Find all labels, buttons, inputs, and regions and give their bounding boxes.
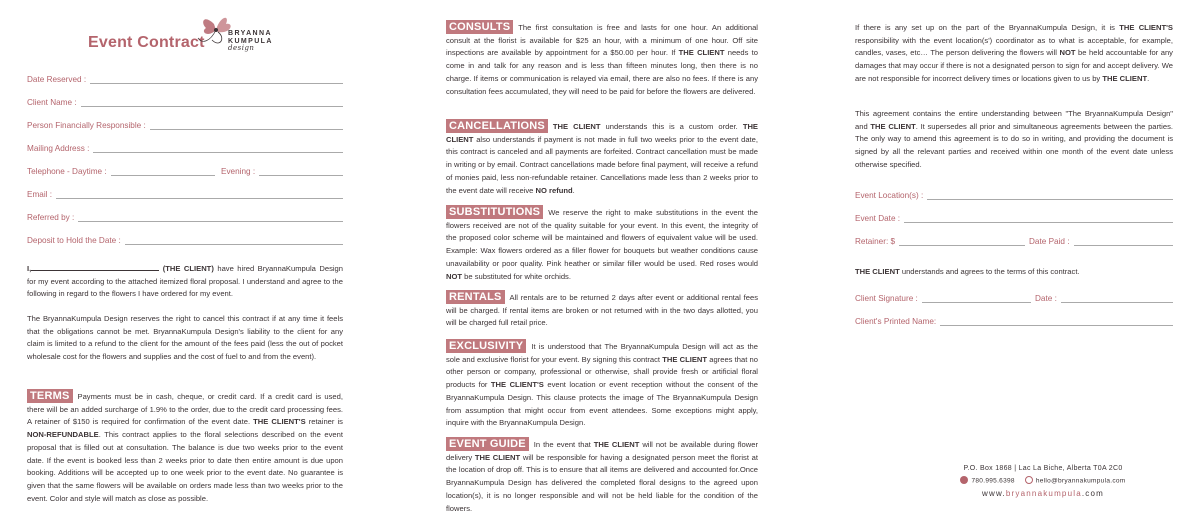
column-left <box>27 0 343 528</box>
agreement-text-2: . It supersedes all prior and simultaneous agreements between the parties. The only way to amend this agreement is to do so in writing, and providing the document is signed by all the relevant parties and received within one month of the event date unless otherwise specified. <box>855 121 1173 169</box>
evening-phone-line[interactable] <box>259 167 343 176</box>
person-responsible-line[interactable] <box>150 121 343 130</box>
event-guide-section <box>446 437 758 515</box>
event-date-field[interactable] <box>855 211 1173 223</box>
consults-text-1: The first consultation is free and lasts for one hour. An additional consult at the florist is available for $25 an hour, with a minimum of one hour. Off site inspections are available by appointment for a $50.00 per hour. If <box>446 23 758 58</box>
referred-by-line[interactable] <box>78 213 343 222</box>
setup-text-2: responsibility with the event location(s') coordinator as to what is acceptable, for example, candles, vases, etc… The person delivering the flowers will <box>855 35 1173 58</box>
exclusivity-section <box>446 339 758 430</box>
column-middle <box>446 0 758 528</box>
substitutions-section <box>446 205 758 283</box>
web-brand: bryannakumpula <box>1005 489 1082 498</box>
event-guide-text-3: will be responsible for having a designated person meet the florist at the location of drop off. This is to ensure that all items are delivered and accounted for.Once BryannaKumpula Design has delivered the completed floral designs to the agreed upon location(s), it is no longer responsible and will not be held liable for the condition of the flowers. <box>446 452 758 513</box>
terms-text-3: . This contract applies to the floral selections described on the event proposal that is filled out at consultation. The balance is due two weeks prior to the event date. If the event is booked less than 2 weeks prior to date then entire amount is due upon booking. Additions will be accepted up to one week prior to the event date. No guarantee is given that the same flowers will be available on orders made less than two weeks prior to the event. Color and style will match as close as possible. <box>27 430 343 503</box>
phone-icon <box>960 476 968 484</box>
email-line[interactable] <box>56 190 343 199</box>
date-reserved-field[interactable] <box>27 72 343 84</box>
terms-section <box>27 389 343 505</box>
evening-phone-field[interactable] <box>221 164 343 176</box>
client-signature-field[interactable] <box>855 291 1031 303</box>
mailing-address-line[interactable] <box>93 144 343 153</box>
client-signature-label: Client Signature : <box>855 294 918 303</box>
footer-address: P.O. Box 1868 | Lac La Biche, Alberta T0A 2C0 <box>963 465 1123 472</box>
rentals-heading: RENTALS <box>446 290 505 304</box>
column-right <box>855 0 1173 528</box>
footer <box>933 465 1153 498</box>
event-guide-bold-2: THE CLIENT <box>474 452 521 462</box>
mailing-address-field[interactable] <box>27 141 343 153</box>
setup-bold-2: NOT <box>1059 48 1076 58</box>
substitutions-text-2: be substituted for white orchids. <box>464 271 571 281</box>
rentals-section <box>446 290 758 330</box>
substitutions-bold-1: NOT <box>446 271 463 281</box>
terms-text-2: retainer is <box>308 417 343 427</box>
date-paid-label: Date Paid : <box>1029 237 1070 246</box>
printed-name-line[interactable] <box>940 317 1173 326</box>
cancellations-bold-2: THE CLIENT <box>446 122 758 144</box>
event-date-line[interactable] <box>904 214 1173 223</box>
telephone-daytime-line[interactable] <box>111 167 215 176</box>
intro-text: have hired BryannaKumpula Design for my event according to the attached itemized floral proposal. I understand and agree to the following in regard to the flowers I have ordered for my event. <box>27 264 343 299</box>
event-date-label: Event Date : <box>855 214 901 223</box>
setup-text-3: be held accountable for any damages that may occur if there is not a designated person to sign for and accept delivery. We are not responsible for incorrect delivery times or locations given to us by <box>855 48 1173 83</box>
evening-phone-label: Evening : <box>221 167 256 176</box>
setup-paragraph <box>855 22 1173 86</box>
footer-website[interactable] <box>933 489 1153 498</box>
terms-bold-1: THE CLIENT'S <box>253 417 306 427</box>
rentals-text-1: All rentals are to be returned 2 days after event or additional rental fees will be charged. If rental items are broken or not returned with in the two days allotted, you will be charged full retail price. <box>446 293 758 328</box>
intro-the-client: (THE CLIENT) <box>162 264 214 273</box>
footer-phone <box>960 477 1014 485</box>
telephone-daytime-field[interactable] <box>27 164 215 176</box>
exclusivity-text-3: event location or event reception without the consent of the BryannaKumpula Design. This clause protects the image of The BryannaKumpula Design from assumption that might occur from event attendees. Some exceptions might apply, inquire with the BryannaKumpula Design. <box>446 380 758 428</box>
web-suffix: .com <box>1081 489 1104 498</box>
retainer-line[interactable] <box>899 237 1025 246</box>
client-name-label: Client Name : <box>27 98 77 107</box>
person-responsible-field[interactable] <box>27 118 343 130</box>
brand-line-3: design <box>228 44 255 52</box>
cancellations-section <box>446 119 758 197</box>
agree-bold: THE CLIENT <box>855 267 900 276</box>
exclusivity-bold-2: THE CLIENT'S <box>490 380 544 390</box>
consults-heading: CONSULTS <box>446 20 513 34</box>
cancellations-text-3: . <box>572 185 575 195</box>
exclusivity-bold-1: THE CLIENT <box>662 354 708 364</box>
setup-text-4: . <box>1147 73 1150 83</box>
brand-line-2: KUMPULA <box>228 37 273 45</box>
email-label: Email : <box>27 190 53 199</box>
footer-email[interactable] <box>1025 477 1126 485</box>
date-paid-field[interactable] <box>1029 234 1173 246</box>
signature-date-line[interactable] <box>1061 294 1173 303</box>
client-name-field[interactable] <box>27 95 343 107</box>
printed-name-field[interactable] <box>855 314 1173 326</box>
retainer-field[interactable] <box>855 234 1025 246</box>
client-name-line[interactable] <box>81 98 343 107</box>
terms-heading: TERMS <box>27 389 73 403</box>
page-title: Event Contract <box>88 34 205 51</box>
consults-text-2: needs to come in and talk for any reason and is less than fifteen minutes long, then there is no charge. If items or communication is relayed via email, there are also no fees. If there is any consultation fees accumulated, they will need to be paid for before the flowers are delivered. <box>446 48 758 96</box>
event-guide-text-1: In the event that <box>533 440 591 449</box>
retainer-label: Retainer: $ <box>855 237 896 246</box>
signature-date-label: Date : <box>1035 294 1057 303</box>
agreement-text-1: This agreement contains the entire understanding between "The BryannaKumpula Design" and <box>855 109 1173 131</box>
exclusivity-heading: EXCLUSIVITY <box>446 339 526 353</box>
cancellations-heading: CANCELLATIONS <box>446 119 548 133</box>
agreement-bold-1: THE CLIENT <box>870 121 916 131</box>
terms-bold-2: NON-REFUNDABLE <box>27 430 99 440</box>
terms-text-1: Payments must be in cash, cheque, or credit card. If a credit card is used, there will be an added surcharge of 1.9% to the order, due to the credit card processing fees. A retainer of $150 is required for confirmation of the event date. <box>27 392 343 427</box>
cancellations-bold-1: THE CLIENT <box>552 122 601 131</box>
event-locations-field[interactable] <box>855 188 1173 200</box>
setup-bold-1: THE CLIENT'S <box>1119 23 1173 32</box>
setup-bold-3: THE CLIENT <box>1102 73 1148 83</box>
agree-text: understands and agrees to the terms of this contract. <box>901 267 1080 276</box>
web-prefix: www. <box>981 489 1006 498</box>
event-locations-line[interactable] <box>927 191 1173 200</box>
substitutions-text-1: We reserve the right to make substitutions in the event the flowers received are not of the quality suitable for your event. In this event, the integrity of the proposed color scheme will be maintained and flowers of equivalent value will be used. Example: Wax flowers ordered as a filler flower for bouquets but weather conditions cause unavailability or poor quality. Pink heather or similar filler would be used. Red roses would <box>446 208 758 268</box>
setup-text-1: If there is any set up on the part of the BryannaKumpula Design, it is <box>855 23 1115 32</box>
deposit-label: Deposit to Hold the Date : <box>27 236 121 245</box>
person-responsible-label: Person Financially Responsible : <box>27 121 146 130</box>
deposit-line[interactable] <box>125 236 343 245</box>
client-signature-line[interactable] <box>922 294 1031 303</box>
consults-section <box>446 20 758 98</box>
cancellations-text-1: understands this is a custom order. <box>605 122 738 131</box>
mailing-address-label: Mailing Address : <box>27 144 90 153</box>
exclusivity-text-2: agrees that no other person or company, professional or otherwise, shall provide fresh or artificial floral products for <box>446 354 758 390</box>
printed-name-label: Client's Printed Name: <box>855 317 937 326</box>
footer-email-text[interactable]: hello@bryannakumpula.com <box>1035 477 1126 485</box>
intro-i: I, <box>27 264 32 273</box>
exclusivity-text-1: It is understood that The BryannaKumpula Design will act as the sole and exclusive florist for your event. By signing this contract <box>446 342 758 364</box>
agree-statement <box>855 266 1173 279</box>
referred-by-field[interactable] <box>27 210 343 222</box>
date-paid-line[interactable] <box>1074 237 1173 246</box>
date-reserved-line[interactable] <box>90 75 343 84</box>
cancellations-text-2: also understands if payment is not made in full two weeks prior to the event date, this contract is canceled and all payments are forfeited. Contract cancellation must be made in writing or by email. Contract cancellations made before final payment, will receive a refund of monies paid, less non-refundable retainer. Cancellations made less than 2 weeks prior to the event date will receive <box>446 134 758 195</box>
client-name-blank[interactable] <box>31 264 159 271</box>
event-guide-bold-1: THE CLIENT <box>593 440 640 449</box>
event-guide-text-2: will not be available during flower delivery <box>446 440 758 462</box>
referred-by-label: Referred by : <box>27 213 75 222</box>
event-locations-label: Event Location(s) : <box>855 191 924 200</box>
event-guide-heading: EVENT GUIDE <box>446 437 529 451</box>
substitutions-heading: SUBSTITUTIONS <box>446 205 543 219</box>
agreement-paragraph <box>855 108 1173 172</box>
reserve-text: The BryannaKumpula Design reserves the right to cancel this contract if at any time it feels that the obligations cannot be met. BryannaKumpula Design's liability to the client for any claim is limited to a refund to the client for the amount of the fees paid (less the out of pocket wholesale cost for the flowers and supplies and the cost of fuel to and from the event). <box>27 314 343 362</box>
signature-date-field[interactable] <box>1035 291 1173 303</box>
cancellations-bold-3: NO refund <box>535 185 573 195</box>
brand-line-1: BRYANNA <box>228 30 272 37</box>
footer-phone-text: 780.995.6398 <box>971 477 1015 485</box>
reserve-paragraph <box>27 313 343 364</box>
email-field[interactable] <box>27 187 343 199</box>
consults-bold-1: THE CLIENT <box>678 48 725 58</box>
deposit-field[interactable] <box>27 233 343 245</box>
telephone-daytime-label: Telephone - Daytime : <box>27 167 107 176</box>
mail-icon <box>1025 476 1033 484</box>
date-reserved-label: Date Reserved : <box>27 75 87 84</box>
intro-paragraph <box>27 263 343 301</box>
